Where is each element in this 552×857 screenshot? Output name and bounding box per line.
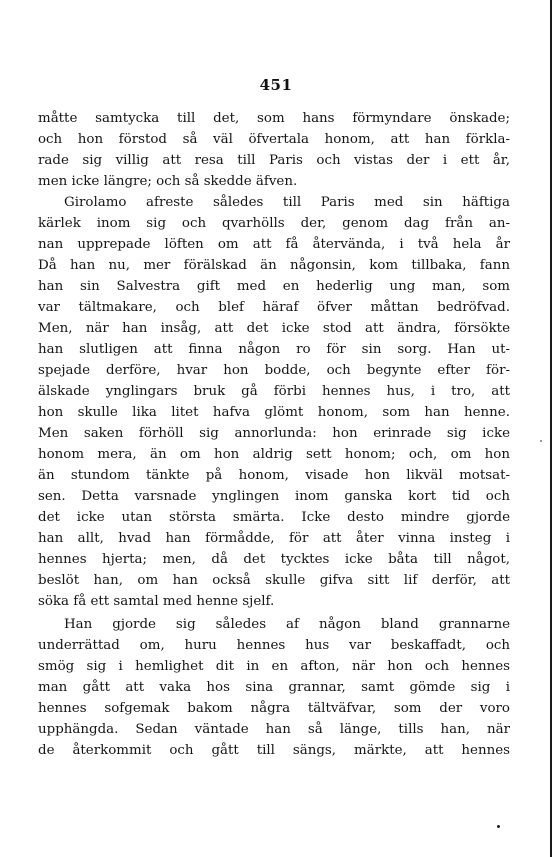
text-line: beslöt han, om han också skulle gifva sitt lif derför, att: [38, 573, 510, 588]
text-line: spejade derföre, hvar hon bodde, och begynte efter för-: [38, 363, 510, 378]
paper-speck: [540, 440, 542, 442]
text-line: upphängda. Sedan väntade han så länge, tills han, när: [38, 722, 510, 737]
text-line: hennes hjerta; men, då det tycktes icke båta till något,: [38, 552, 510, 567]
text-line: hon skulle lika litet hafva glömt honom, som han henne.: [38, 405, 510, 420]
text-line: nan upprepade löften om att få återvända, i två hela år: [38, 237, 510, 252]
text-line: han slutligen att finna någon ro för sin sorg. Han ut-: [38, 342, 510, 357]
text-line: man gått att vaka hos sina grannar, samt gömde sig i: [38, 680, 510, 695]
text-line: rade sig villig att resa till Paris och vistas der i ett år,: [38, 153, 510, 168]
text-line: Då han nu, mer förälskad än någonsin, kom tillbaka, fann: [38, 258, 510, 273]
text-line: kärlek inom sig och qvarhölls der, genom dag från an-: [38, 216, 510, 231]
body-text: [38, 108, 510, 761]
text-line: sen. Detta varsnade ynglingen inom ganska kort tid och: [38, 489, 510, 504]
text-line: Girolamo afreste således till Paris med sin häftiga: [64, 195, 510, 210]
page-number: 451: [259, 76, 293, 94]
text-line: Han gjorde sig således af någon bland grannarne: [64, 617, 510, 632]
text-line: honom mera, än om hon aldrig sett honom; och, om hon: [38, 447, 510, 462]
text-line: älskade ynglingars bruk gå förbi hennes hus, i tro, att: [38, 384, 510, 399]
text-line: söka få ett samtal med henne sjelf.: [38, 594, 275, 609]
text-line: han allt, hvad han förmådde, för att åter vinna insteg i: [38, 531, 510, 546]
text-line: underrättad om, huru hennes hus var beskaffadt, och: [38, 638, 510, 653]
text-line: han sin Salvestra gift med en hederlig ung man, som: [38, 279, 510, 294]
text-line: men icke längre; och så skedde äfven.: [38, 174, 298, 189]
text-line: de återkommit och gått till sängs, märkte, att hennes: [38, 743, 510, 758]
ink-mark: [497, 825, 500, 828]
text-line: måtte samtycka till det, som hans förmyndare önskade;: [38, 111, 510, 126]
text-line: Men saken förhöll sig annorlunda: hon erinrade sig icke: [38, 426, 510, 441]
text-line: hennes sofgemak bakom några tältväfvar, som der voro: [38, 701, 510, 716]
text-line: Men, när han insåg, att det icke stod att ändra, försökte: [38, 321, 510, 336]
text-line: och hon förstod så väl öfvertala honom, att han förkla-: [38, 132, 510, 147]
text-line: var tältmakare, och blef häraf öfver måttan bedröfvad.: [38, 300, 510, 315]
text-line: än stundom tänkte på honom, visade hon likväl motsat-: [38, 468, 510, 483]
text-line: smög sig i hemlighet dit in en afton, när hon och hennes: [38, 659, 510, 674]
text-line: det icke utan största smärta. Icke desto mindre gjorde: [38, 510, 510, 525]
